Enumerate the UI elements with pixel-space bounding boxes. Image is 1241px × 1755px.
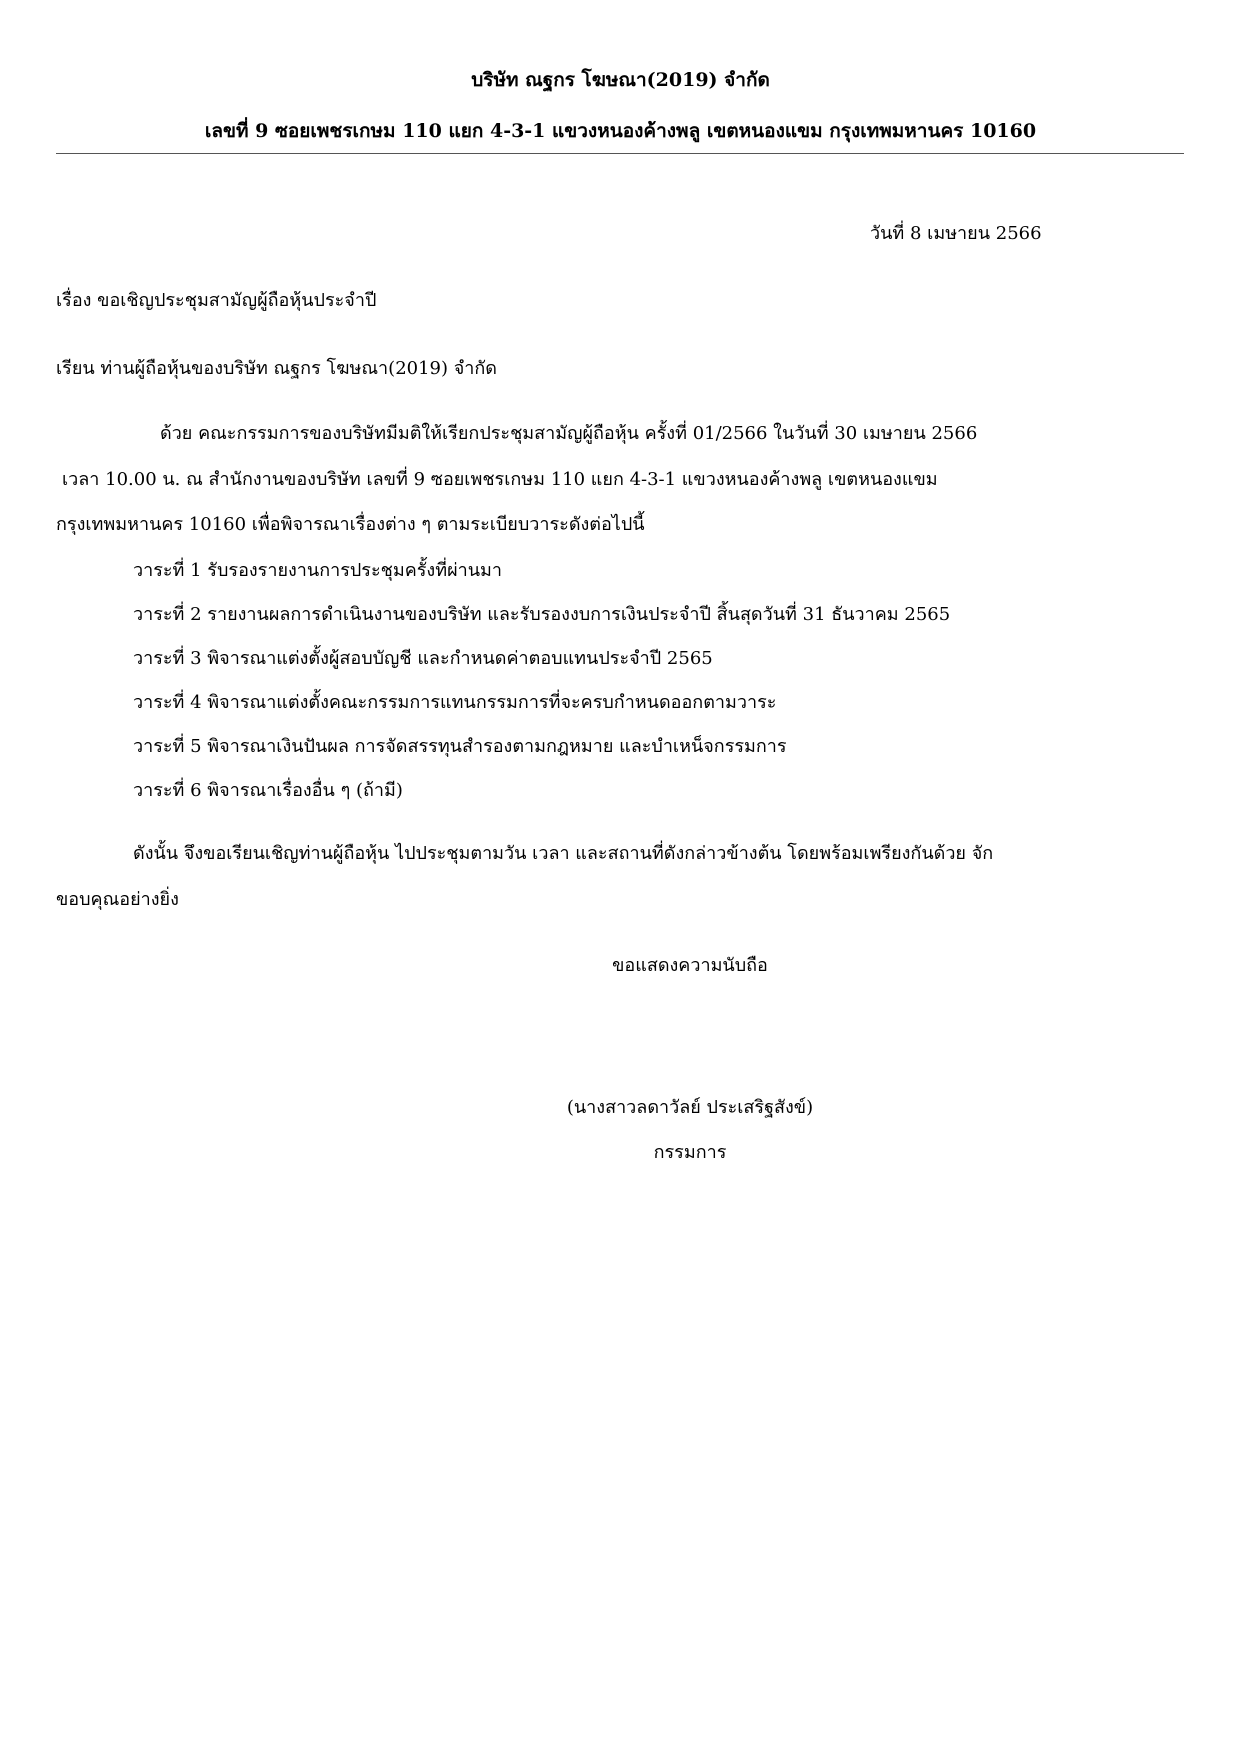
conclusion-line-2: ขอบคุณอย่างยิ่ง: [56, 889, 179, 910]
agenda-item-2: วาระที่ 2 รายงานผลการดำเนินงานของบริษัท และรับรองงบการเงินประจำปี สิ้นสุดวันที่ 31 ธันวาคม 2565: [133, 604, 951, 625]
agenda-item-6: วาระที่ 6 พิจารณาเรื่องอื่น ๆ (ถ้ามี): [133, 780, 403, 801]
agenda-item-4: วาระที่ 4 พิจารณาแต่งตั้งคณะกรรมการแทนกรรมการที่จะครบกำหนดออกตามวาระ: [133, 692, 777, 713]
signer-title: กรรมการ: [653, 1142, 727, 1163]
body-line-2: เวลา 10.00 น. ณ สำนักงานของบริษัท เลขที่ 9 ซอยเพชรเกษม 110 แยก 4-3-1 แขวงหนองค้างพลู เขตหนองแขม: [62, 469, 938, 490]
header-divider: [56, 153, 1184, 154]
conclusion-line-1: ดังนั้น จึงขอเรียนเชิญท่านผู้ถือหุ้น ไปประชุมตามวัน เวลา และสถานที่ดังกล่าวข้างต้น โดยพร้อมเพรียงกันด้วย จัก: [133, 843, 994, 864]
body-line-1: ด้วย คณะกรรมการของบริษัทมีมติให้เรียกประชุมสามัญผู้ถือหุ้น ครั้งที่ 01/2566 ในวันที่ 30 เมษายน 2566: [160, 423, 978, 444]
agenda-item-5: วาระที่ 5 พิจารณาเงินปันผล การจัดสรรทุนสำรองตามกฎหมาย และบำเหน็จกรรมการ: [133, 736, 787, 757]
company-name: บริษัท ณฐกร โฆษณา(2019) จำกัด: [471, 69, 770, 91]
letter-subject: เรื่อง ขอเชิญประชุมสามัญผู้ถือหุ้นประจำปี: [56, 290, 377, 311]
closing-phrase: ขอแสดงความนับถือ: [612, 955, 768, 976]
agenda-item-1: วาระที่ 1 รับรองรายงานการประชุมครั้งที่ผ่านมา: [133, 560, 503, 581]
agenda-item-3: วาระที่ 3 พิจารณาแต่งตั้งผู้สอบบัญชี และกำหนดค่าตอบแทนประจำปี 2565: [133, 648, 713, 669]
signer-name: (นางสาวลดาวัลย์ ประเสริฐสังข์): [566, 1097, 814, 1118]
letter-date: วันที่ 8 เมษายน 2566: [870, 223, 1042, 244]
body-line-3: กรุงเทพมหานคร 10160 เพื่อพิจารณาเรื่องต่าง ๆ ตามระเบียบวาระดังต่อไปนี้: [56, 514, 645, 535]
company-address: เลขที่ 9 ซอยเพชรเกษม 110 แยก 4-3-1 แขวงหนองค้างพลู เขตหนองแขม กรุงเทพมหานคร 10160: [204, 120, 1037, 142]
letter-salutation: เรียน ท่านผู้ถือหุ้นของบริษัท ณฐกร โฆษณา(2019) จำกัด: [56, 358, 497, 379]
